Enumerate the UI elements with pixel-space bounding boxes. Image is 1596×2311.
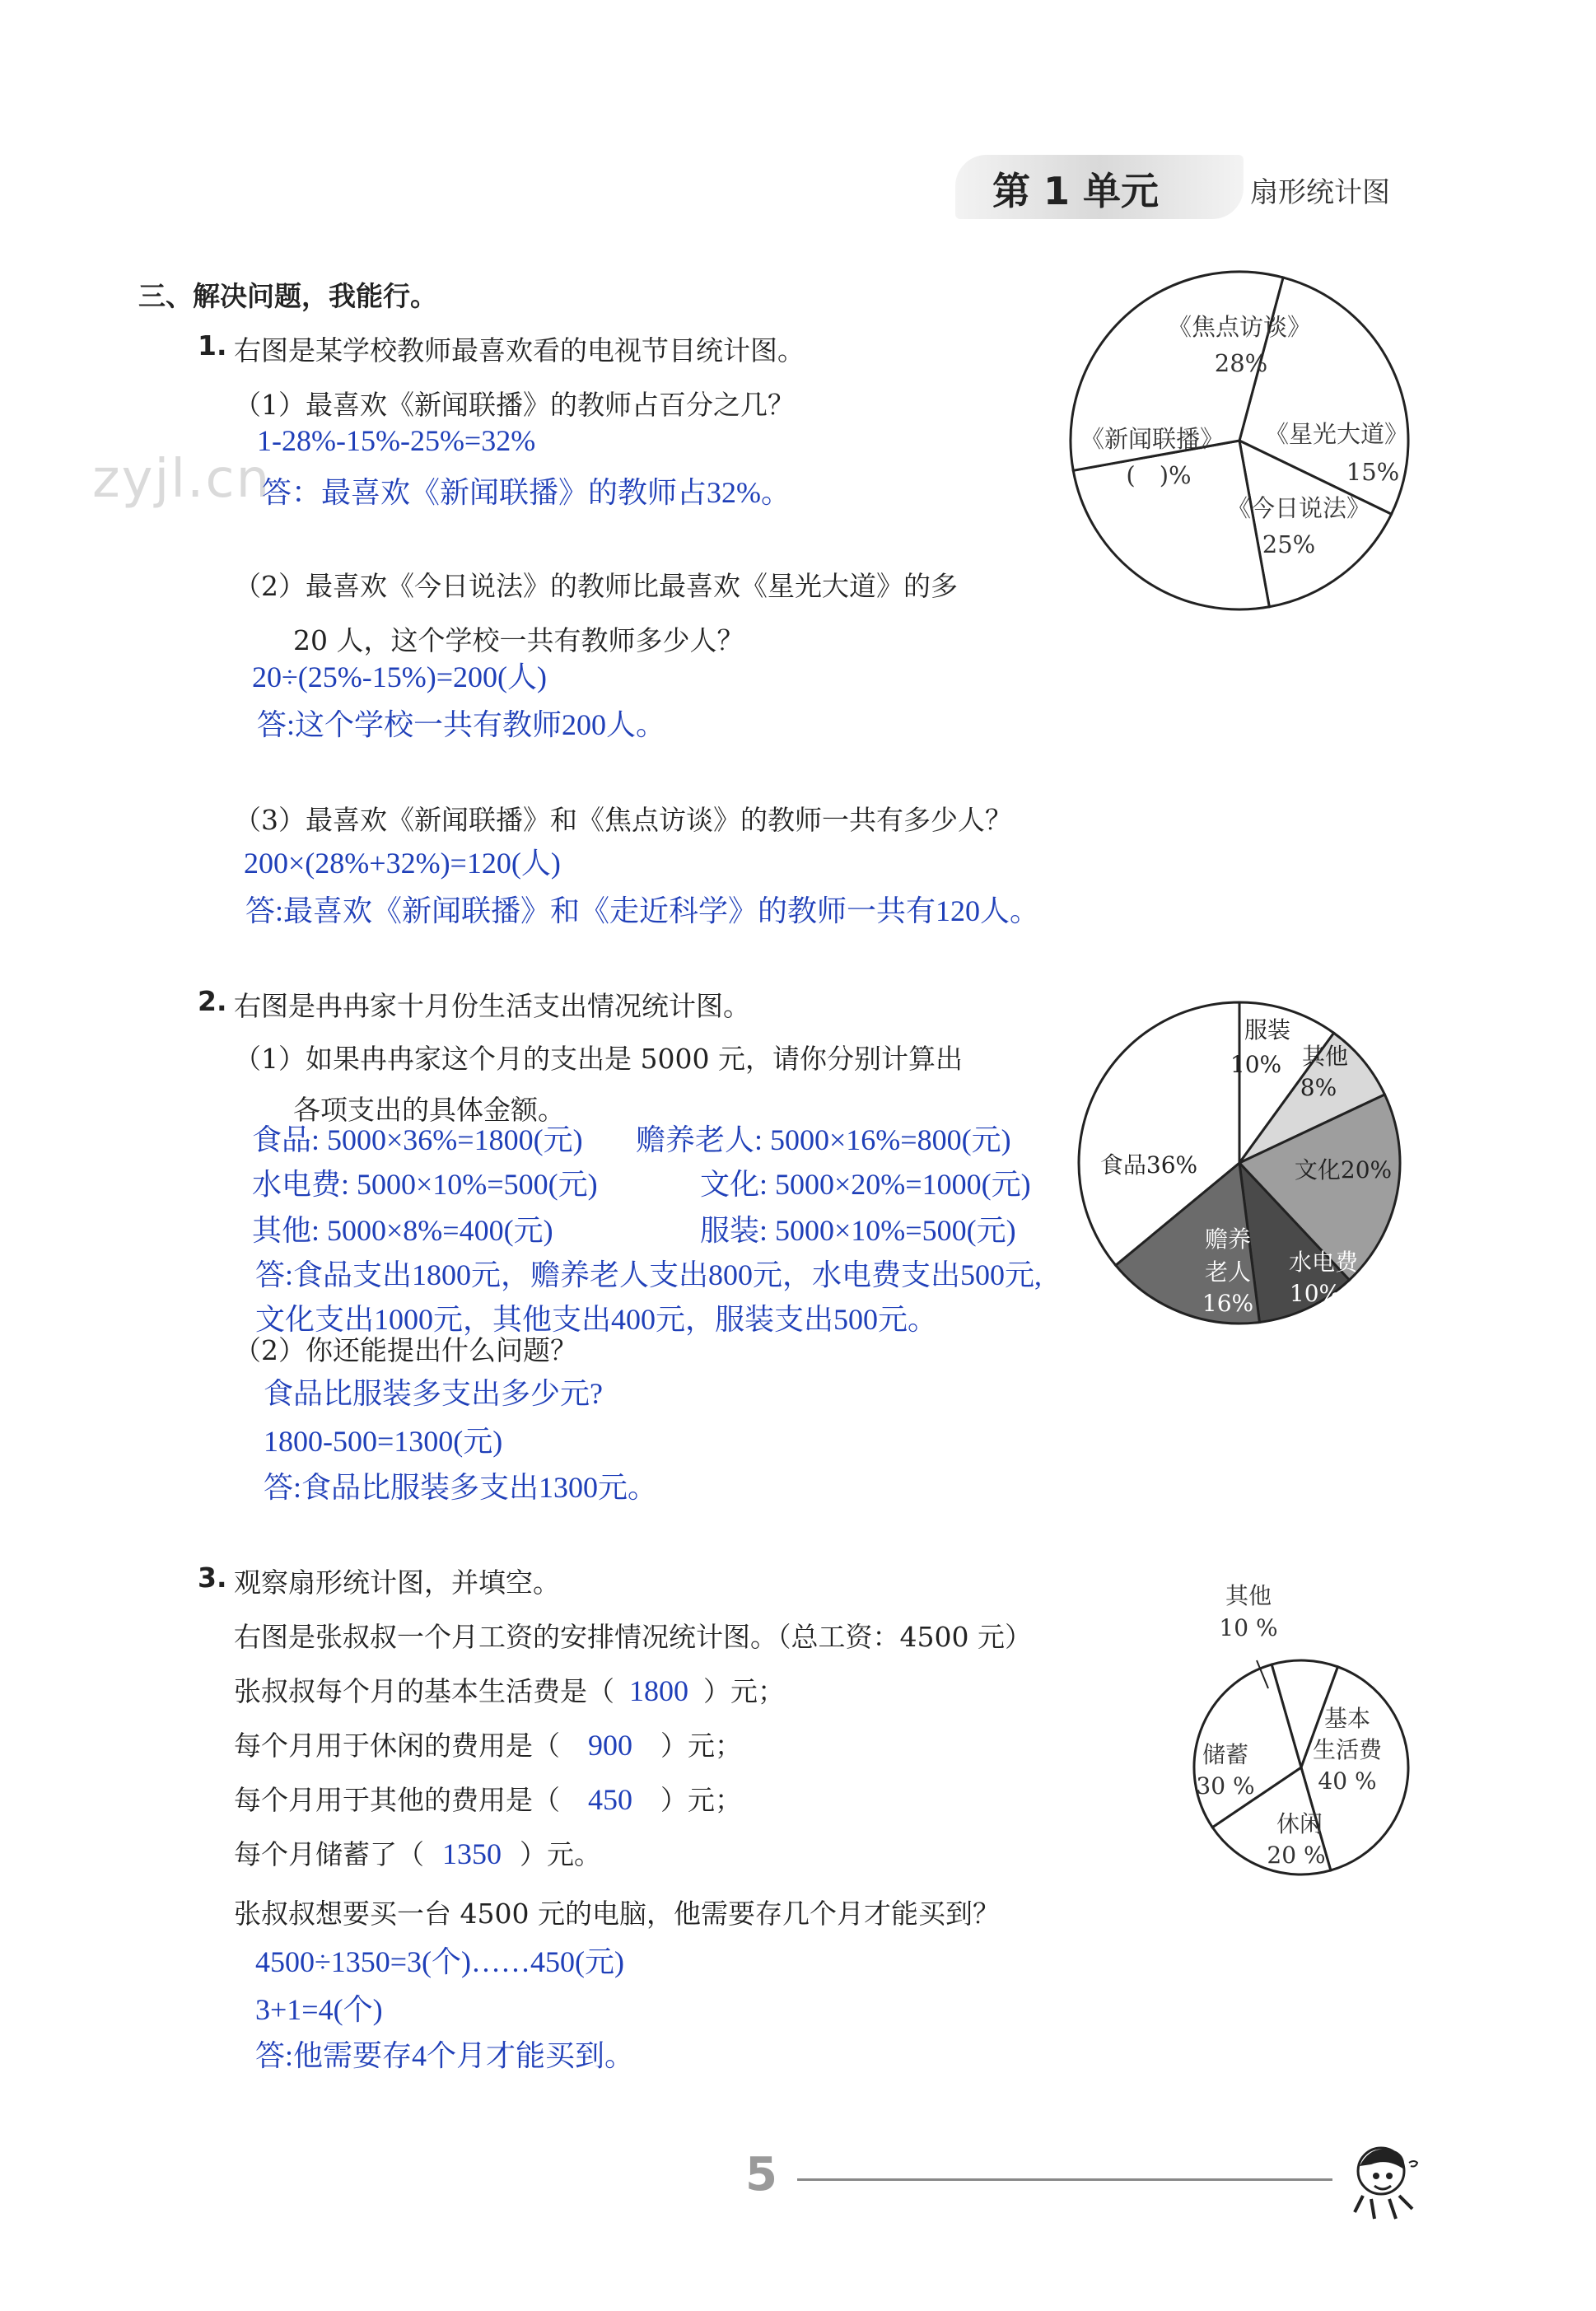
pie2-value-other: 8%	[1300, 1074, 1337, 1101]
problem-2-question-2: （2）你还能提出什么问题？	[234, 1334, 577, 1366]
answer-utilities: 水电费: 5000×10%=500(元)	[252, 1168, 598, 1201]
answer-culture: 文化: 5000×20%=1000(元)	[700, 1168, 1031, 1201]
pie1-value-xingguang: 15%	[1346, 458, 1400, 486]
section-title: 三、解决问题，我能行。	[138, 280, 437, 312]
pie3-label-savings: 储蓄	[1202, 1741, 1249, 1768]
fill-savings[interactable]: 1350	[442, 1837, 502, 1870]
pie3-label-basic-1: 基本	[1323, 1705, 1371, 1732]
tv-program-pie-chart	[1066, 268, 1412, 614]
problem-3-answer-calc-2: 3+1=4(个)	[255, 1993, 383, 2026]
pie1-label-xinwen: 《新闻联播》	[1080, 425, 1225, 453]
problem-2-answer-2: 答:食品比服装多支出1300元。	[264, 1471, 658, 1504]
pie3-value-other: 10 %	[1219, 1614, 1278, 1641]
problem-2-answer-2-calc: 1800-500=1300(元)	[264, 1425, 503, 1458]
unit-subtitle: 扇形统计图	[1250, 176, 1390, 209]
unit-title: 第 1 单元	[992, 169, 1160, 213]
pie1-value-jiaodian: 28%	[1214, 349, 1268, 377]
pie1-value-jinri: 25%	[1262, 530, 1316, 558]
pie3-value-leisure: 20 %	[1267, 1842, 1326, 1869]
pie3-value-savings: 30 %	[1196, 1772, 1255, 1800]
problem-1-answer-3: 答:最喜欢《新闻联播》和《走近科学》的教师一共有120人。	[245, 894, 1040, 927]
fill-1: 张叔叔每个月的基本生活费是（ 1800 ）元；	[234, 1674, 785, 1707]
pie2-value-utilities: 10%	[1289, 1280, 1342, 1307]
problem-1-number: 1.	[198, 329, 227, 362]
salary-pie-chart	[1178, 1573, 1425, 1894]
pie1-label-jiaodian: 《焦点访谈》	[1167, 313, 1312, 341]
answer-elder: 赡养老人: 5000×16%=800(元)	[636, 1123, 1011, 1156]
pie2-label-other: 其他	[1301, 1043, 1349, 1070]
problem-2-question-1-line-1: （1）如果冉冉家这个月的支出是 5000 元，请你分别计算出	[234, 1043, 963, 1075]
answer-other: 其他: 5000×8%=400(元)	[252, 1214, 553, 1247]
problem-1-question-1: （1）最喜欢《新闻联播》的教师占百分之几？	[234, 389, 795, 421]
living-expense-pie-chart	[1075, 998, 1404, 1328]
cartoon-mascot-icon	[1338, 2133, 1429, 2224]
problem-2-question-1-line-2: 各项支出的具体金额。	[293, 1094, 565, 1126]
problem-3-line-1: 右图是张叔叔一个月工资的安排情况统计图。（总工资：4500 元）	[234, 1621, 1032, 1653]
problem-1-answer-3-calc: 200×(28%+32%)=120(人)	[244, 847, 561, 880]
pie1-value-xinwen: ( )%	[1126, 461, 1192, 489]
pie2-label-culture: 文化20%	[1294, 1156, 1393, 1184]
pie3-label-leisure: 休闲	[1276, 1810, 1323, 1837]
pie2-label-clothes: 服装	[1244, 1016, 1291, 1043]
problem-3-stem: 观察扇形统计图，并填空。	[234, 1566, 560, 1599]
problem-3-answer: 答:他需要存4个月才能买到。	[255, 2039, 635, 2072]
pie1-label-jinri: 《今日说法》	[1226, 494, 1371, 522]
problem-3-question: 张叔叔想要买一台 4500 元的电脑，他需要存几个月才能买到？	[234, 1898, 1000, 1930]
problem-2-answer-2-question: 食品比服装多支出多少元?	[264, 1377, 603, 1410]
pie2-value-elder: 16%	[1202, 1290, 1254, 1317]
pie3-label-basic-2: 生活费	[1312, 1736, 1383, 1763]
answer-summary-line-2: 文化支出1000元，其他支出400元，服装支出500元。	[255, 1303, 938, 1336]
page-number: 5	[745, 2148, 777, 2201]
pie3-value-basic: 40 %	[1318, 1767, 1377, 1795]
problem-1-question-2-line-2: 20 人，这个学校一共有教师多少人？	[293, 624, 744, 656]
answer-summary-line-1: 答:食品支出1800元，赡养老人支出800元，水电费支出500元,	[255, 1258, 1043, 1291]
fill-2: 每个月用于休闲的费用是（ 900 ）元；	[234, 1729, 742, 1762]
problem-1-stem: 右图是某学校教师最喜欢看的电视节目统计图。	[234, 334, 805, 366]
fill-other[interactable]: 450	[588, 1783, 632, 1816]
answer-food: 食品: 5000×36%=1800(元)	[252, 1123, 583, 1156]
footer-rule	[797, 2178, 1332, 2181]
fill-basic-living[interactable]: 1800	[629, 1674, 688, 1707]
problem-2-stem: 右图是冉冉家十月份生活支出情况统计图。	[234, 990, 750, 1022]
problem-1-answer-1: 答：最喜欢《新闻联播》的教师占32%。	[262, 476, 791, 509]
problem-1-question-3: （3）最喜欢《新闻联播》和《焦点访谈》的教师一共有多少人？	[234, 804, 1012, 836]
problem-2-number: 2.	[198, 985, 227, 1017]
fill-4: 每个月储蓄了（ 1350 ）元。	[234, 1837, 601, 1870]
pie2-label-utilities: 水电费	[1288, 1249, 1359, 1276]
answer-clothes: 服装: 5000×10%=500(元)	[700, 1214, 1016, 1247]
pie2-label-food: 食品36%	[1099, 1151, 1198, 1179]
problem-3-answer-calc-1: 4500÷1350=3(个)……450(元)	[255, 1945, 625, 1978]
problem-3-number: 3.	[198, 1562, 227, 1594]
pie2-label-elder-1: 赡养	[1204, 1226, 1252, 1253]
pie2-value-clothes: 10%	[1230, 1051, 1282, 1078]
problem-1-answer-2-calc: 20÷(25%-15%)=200(人)	[252, 661, 547, 693]
fill-3: 每个月用于其他的费用是（ 450 ）元；	[234, 1783, 742, 1816]
watermark: zyjl.cn	[92, 449, 272, 510]
problem-1-question-2-line-1: （2）最喜欢《今日说法》的教师比最喜欢《星光大道》的多	[234, 570, 958, 602]
pie2-label-elder-2: 老人	[1204, 1258, 1252, 1286]
problem-1-answer-1-calc: 1-28%-15%-25%=32%	[257, 424, 536, 457]
fill-leisure[interactable]: 900	[588, 1729, 632, 1762]
problem-1-answer-2: 答:这个学校一共有教师200人。	[257, 708, 666, 741]
pie1-label-xingguang: 《星光大道》	[1264, 420, 1409, 448]
pie3-label-other: 其他	[1225, 1582, 1272, 1609]
